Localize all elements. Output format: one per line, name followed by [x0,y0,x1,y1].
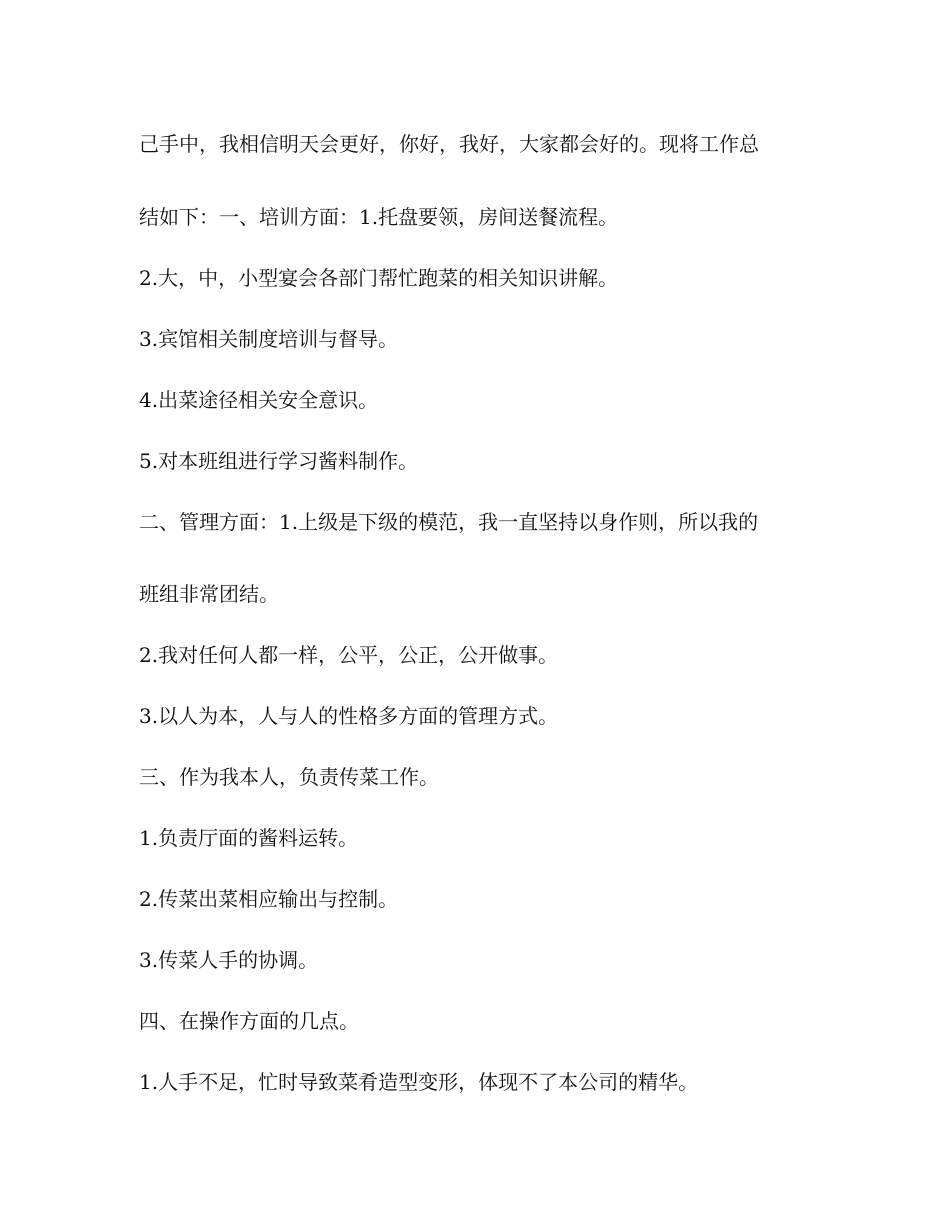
text-line-4: 3.宾馆相关制度培训与督导。 [139,327,399,351]
text-line-2: 结如下：一、培训方面：1.托盘要领，房间送餐流程。 [139,205,619,229]
text-line-8: 班组非常团结。 [139,582,279,606]
text-line-7: 二、管理方面：1.上级是下级的模范，我一直坚持以身作则，所以我的 [139,510,759,534]
text-line-16: 1.人手不足，忙时导致菜肴造型变形，体现不了本公司的精华。 [139,1070,699,1094]
text-line-10: 3.以人为本，人与人的性格多方面的管理方式。 [139,704,559,728]
text-line-3: 2.大，中，小型宴会各部门帮忙跑菜的相关知识讲解。 [139,266,619,290]
text-line-12: 1.负责厅面的酱料运转。 [139,826,359,850]
text-line-14: 3.传菜人手的协调。 [139,948,319,972]
text-line-9: 2.我对任何人都一样，公平，公正，公开做事。 [139,643,559,667]
text-line-11: 三、作为我本人，负责传菜工作。 [139,765,439,789]
text-line-5: 4.出菜途径相关安全意识。 [139,388,379,412]
text-line-6: 5.对本班组进行学习酱料制作。 [139,449,419,473]
text-line-1: 己手中，我相信明天会更好，你好，我好，大家都会好的。现将工作总 [139,132,759,156]
text-line-15: 四、在操作方面的几点。 [139,1009,359,1033]
text-line-13: 2.传菜出菜相应输出与控制。 [139,887,399,911]
